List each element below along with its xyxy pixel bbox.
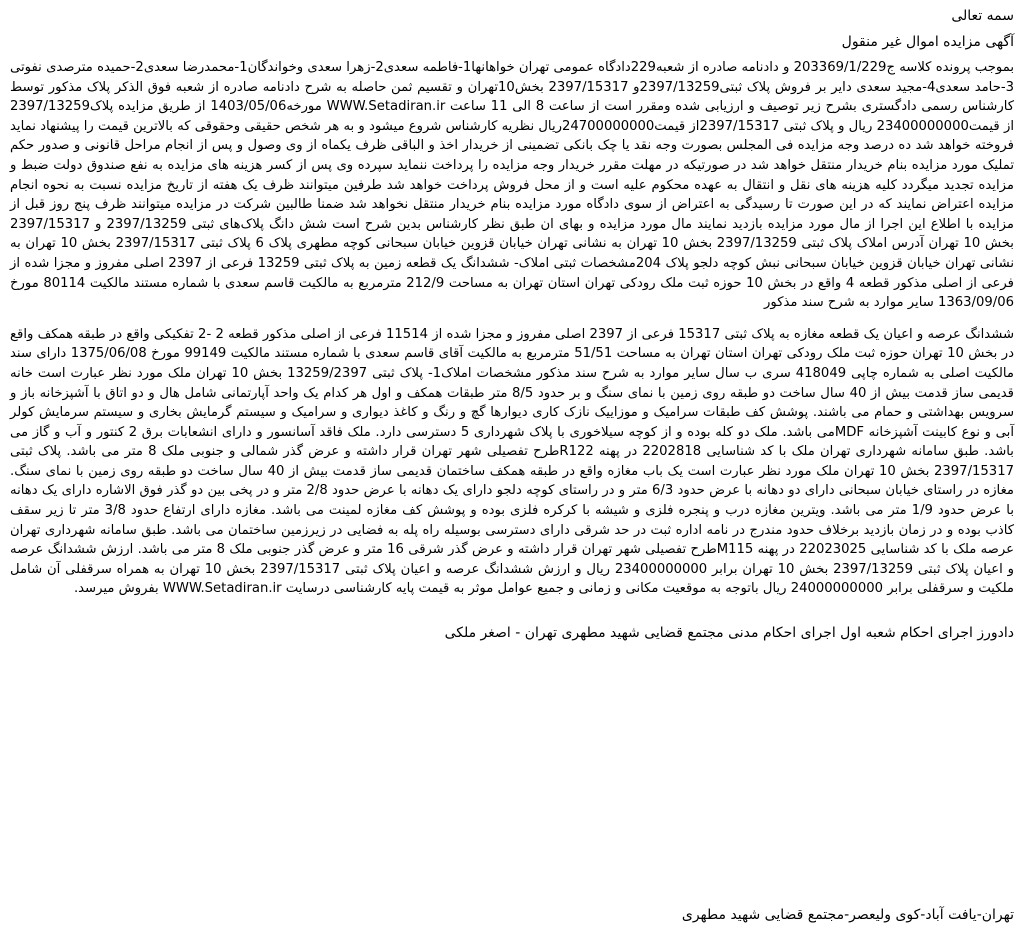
notice-title: آگهی مزایده اموال غیر منقول [841,34,1014,50]
invocation-heading: سمه تعالی [951,8,1014,24]
notice-paragraph-2: ششدانگ عرصه و اعیان یک قطعه مغازه به پلاک ثبتی 15317 فرعی از 2397 اصلی مفروز و مجزا شده از 11514 فرعی از اصلی مذکور قطعه 2 -2 تفکیکی واقع در طبقه همکف واقع در بخش 10 تهران حوزه ثبت ملک رودکی تهران استان تهران به مساحت 51/51 مترمربع به مالکیت آقای قاسم سعدی با شماره مستند مالکیت 99149 مورخ 1375/06/08 دارای سند مالکیت اصلی به شماره چاپی 418049 سری ب سال سایر موارد به شرح سند مذکور مشخصات املاک1- پلاک ثبتی 13259/2397 بخش 10 تهران ملک مورد نظر عبارت است خانه قدیمی ساز قدمت بیش از 40 سال ساخت دو طبقه روی زمین با نمای سنگ و بر حدود 8/5 متر طبقات همکف و اول هر کدام یک واحد آپارتمانی شامل هال و دو اتاق با آشپزخانه باز و سرویس بهداشتی و حمام می باشند. پوشش کف طبقات سرامیک و موزاییک نازک کاری دیوارها گچ و رنگ و کاغذ دیواری و سرامیک و سیستم گرمایش بخاری و سیستم سرمایش کولر آبی و نوع کابینت آشپزخانه MDFمی باشد. ملک دو کله بوده و از کوچه سیلاخوری با پلاک شهرداری 5 دسترسی دارد. ملک فاقد آسانسور و دارای انشعابات برق 2 کنتور و آب و گاز می باشد. طبق سامانه شهرداری تهران ملک با کد شناسایی 2202818 در پهنه R122طرح تفصیلی شهر تهران قرار داشته و عرض گذر شمالی و جنوبی ملک 8 متر می باشد. پلاک ثبتی 2397/15317 بخش 10 تهران ملک مورد نظر عبارت است یک باب مغازه واقع در طبقه همکف ساختمان قدیمی ساز قدمت بیش از 40 سال ساخت دو طبقه روی زمین با نمای سنگ. مغازه در راستای خیابان سبحانی دارای دو دهانه با عرض حدود 6/3 متر و در راستای کوچه دلجو دارای یک دهانه با عرض حدود 2/8 متر و در پخی بین دو گذر فوق الاشاره دارای یک دهانه با عرض حدود 1/9 متر می باشد. ویترین مغازه درب و پنجره فلزی و شیشه با کرکره فلزی بوده و پوشش کف مغازه لمینت می باشد. مغازه دارای ارتفاع حدود 3/8 متر تا زیر سقف کاذب بوده و در زمان بازدید برخلاف حدود مندرج در نامه اداره ثبت در حد شرقی دارای دسترسی بوسیله راه پله به فضایی در زیرزمین ساختمان می باشد. طبق سامانه شهرداری تهران عرصه ملک با کد شناسایی 22023025 در پهنه M115طرح تفصیلی شهر تهران قرار داشته و عرض گذر شرقی 16 متر و عرض گذر جنوبی ملک 8 متر می باشد. ارزش ششدانگ عرصه و اعیان پلاک ثبتی 2397/13259 بخش 10 تهران برابر 23400000000 ریال و ارزش ششدانگ عرصه و اعیان پلاک ثبتی 2397/15317 بخش 10 تهران به همراه سرقفلی آن شامل ملکیت و سرقفلی برابر 24000000000 ریال باتوجه به موقعیت مکانی و زمانی و جمیع عوامل موثر به قیمت پایه کارشناسی درسایت WWW.Setadiran.ir بفروش میرسد. [10,326,1015,597]
signature-line: دادورز اجرای احکام شعبه اول اجرای احکام مدنی مجتمع قضایی شهید مطهری تهران - اصغر ملکی [444,625,1014,642]
notice-paragraph-1: بموجب پرونده کلاسه ج203369/1/229 و دادنامه صادره از شعبه229دادگاه عمومی تهران خواهانها1-فاطمه سعدی2-زهرا سعدی وخواندگان1-محمدرضا سعدی2-حمیده مترصدی نفوتی 3-حامد سعدی4-مجید سعدی دایر بر فروش پلاک ثبتی2397/13259و 2397/15317 بخش10تهران و تقسیم ثمن حاصله به شرح دادنامه صادره از شعبه فوق الذکر پلاک مذکور توسط کارشناس رسمی دادگستری بشرح زیر توصیف و ارزیابی شده ومقرر است از ساعت 8 الی 11 ساعت WWW.Setadiran.ir مورخه1403/05/06 از طریق مزایده پلاک2397/13259 از قیمت23400000000 ریال و پلاک ثبتی 2397/15317از قیمت24700000000ریال نظریه کارشناس شروع میشود و به هر شخص حقیقی وحقوقی که بالاترین قیمت را پیشنهاد نماید فروخته خواهد شد ده درصد وجه مزایده فی المجلس بصورت وجه نقد یا چک بانکی تضمینی از خریدار اخذ و الباقی ظرف یکماه از وی وصول و پس از انجام مراحل قانونی و صدور حکم تملیک مورد مزایده بنام خریدار منتقل خواهد شد در صورتیکه در مهلت مقرر خریدار وجه مزایده را پرداخت ننماید سپرده وی پس از کسر هزینه های مزایده به نفع صندوق دولت ضبط و مزایده تجدید میگردد کلیه هزینه های نقل و انتقال به عهده محکوم علیه است و از محل فروش پرداخت خواهد شد طرفین میتوانند ظرف یک هفته از تاریخ مزایده نسبت به نحوه انجام مزایده اعتراض نمایند که در این صورت تا رسیدگی به اعتراض از سوی دادگاه مورد مزایده بنام خریدار منتقل نخواهد شد ضمنا طالبین شرکت در مزایده میتوانند ظرف پنج روز قبل از مزایده با اطلاع این اجرا از مال مورد مزایده بازدید نمایند مال مورد مزایده و بهای ان طبق نظر کارشناس بدین شرح است شش دانگ پلاک‌های ثبتی 2397/13259 و 2397/15317 بخش 10 تهران آدرس املاک پلاک ثبتی 2397/13259 بخش 10 تهران به نشانی تهران خیابان قزوین خیابان سبحانی کوچه مطهری پلاک 6 پلاک ثبتی 2397/15317 بخش 10 تهران به نشانی تهران خیابان قزوین خیابان سبحانی نبش کوچه دلجو پلاک 204مشخصات ثبتی املاک- ششدانگ یک قطعه زمین به پلاک ثبتی 13259 فرعی از 2397 اصلی مفروز و مجزا شده از فرعی از اصلی مذکور قطعه 4 واقع در بخش 10 حوزه ثبت ملک رودکی تهران استان تهران به مساحت 212/9 مترمربع به مالکیت قاسم سعدی با شماره مستند مالکیت 80114 مورخ 1363/09/06 سایر موارد به شرح سند مذکور [10,60,1015,311]
court-address-footer: تهران-یافت آباد-کوی ولیعصر-مجتمع قضایی شهید مطهری [681,907,1014,923]
